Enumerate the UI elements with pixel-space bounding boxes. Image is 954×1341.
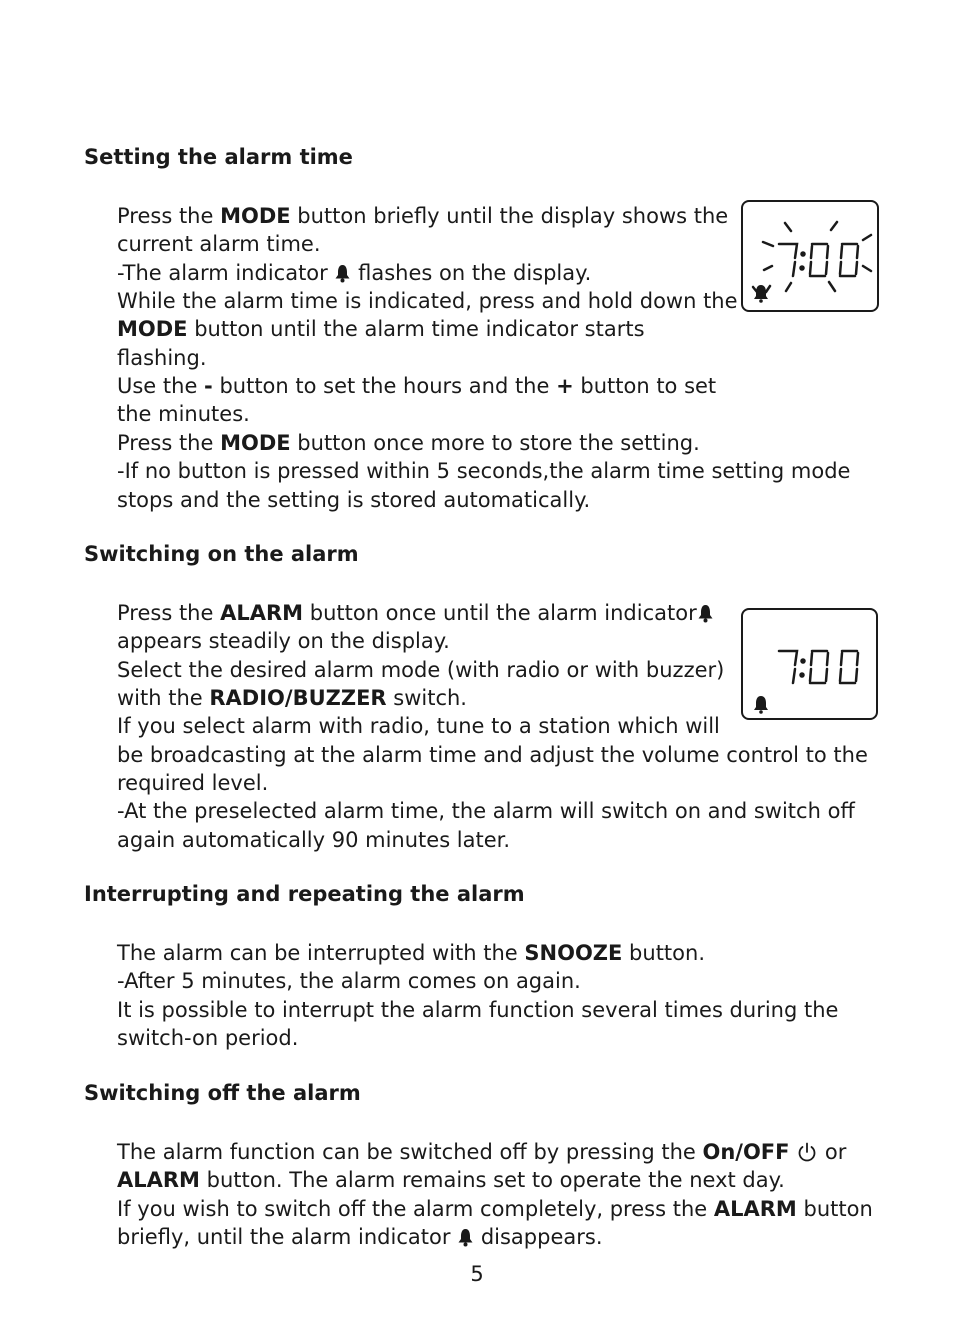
text-run: switch-on period.	[117, 1026, 299, 1051]
bold-term: RADIO/BUZZER	[209, 686, 387, 711]
text-run: button to set	[573, 374, 717, 399]
body-text-line	[117, 712, 720, 740]
text-run: Press the	[117, 204, 221, 228]
bold-term: MODE	[220, 430, 291, 455]
power-icon	[796, 1141, 818, 1163]
body-text-line	[117, 259, 591, 287]
bold-term: ALARM	[220, 601, 304, 625]
body-text-line	[117, 656, 724, 684]
body-text-line	[117, 769, 268, 797]
body-text-line	[117, 1195, 873, 1223]
text-run: While the alarm time is indicated, press and hold down the	[117, 289, 738, 314]
text-run: current alarm time.	[117, 232, 321, 257]
text-run: switch.	[386, 686, 467, 711]
text-run: the minutes.	[117, 402, 250, 427]
body-text-line	[117, 486, 590, 514]
body-text-line	[117, 344, 207, 372]
body-text-line	[117, 372, 716, 400]
text-run: be broadcasting at the alarm time and adjust the volume control to the	[117, 742, 868, 767]
bold-term: MODE	[220, 204, 291, 228]
bold-term: MODE	[117, 317, 188, 342]
page-number: 5	[470, 1262, 484, 1286]
lcd-flashing-7-00-graphic	[743, 202, 877, 310]
text-run: -At the preselected alarm time, the alarm will switch on and switch off	[117, 799, 855, 824]
body-text-line	[117, 1166, 785, 1194]
text-run	[789, 1140, 796, 1164]
text-run: briefly, until the alarm indicator	[117, 1225, 458, 1250]
bold-term: SNOOZE	[524, 941, 623, 965]
body-text-line	[117, 457, 850, 485]
body-text-line	[117, 230, 321, 258]
text-run: button once until the alarm indicator	[303, 601, 697, 625]
body-text-line	[117, 429, 700, 457]
bold-term: On/OFF	[702, 1140, 790, 1164]
bold-term: ALARM	[713, 1196, 797, 1221]
bold-term: -	[204, 374, 213, 399]
bell-icon	[697, 603, 714, 623]
section-heading: Interrupting and repeating the alarm	[84, 882, 525, 906]
body-text-line	[117, 996, 838, 1024]
lcd-display-flashing	[741, 200, 879, 312]
text-run: button.	[622, 941, 705, 965]
body-text-line	[117, 599, 714, 627]
text-run: disappears.	[474, 1225, 603, 1250]
body-text-line	[117, 797, 855, 825]
text-run: Select the desired alarm mode (with radio or with buzzer)	[117, 657, 725, 682]
text-run: or	[818, 1140, 847, 1164]
text-run: flashing.	[117, 345, 207, 370]
text-run: -If no button is pressed within 5 seconds,the alarm time setting mode	[117, 459, 851, 484]
lcd-display-steady	[741, 608, 878, 720]
text-run: -The alarm indicator	[117, 260, 335, 285]
text-run: flashes on the display.	[351, 260, 592, 285]
text-run: button once more to store the setting.	[290, 430, 700, 455]
body-text-line	[117, 202, 728, 230]
body-text-line	[117, 826, 510, 854]
bold-term: ALARM	[117, 1168, 200, 1193]
text-run: If you wish to switch off the alarm completely, press the	[117, 1196, 714, 1221]
body-text-line	[117, 1223, 603, 1251]
bell-icon	[334, 263, 351, 283]
body-text-line	[117, 315, 645, 343]
body-text-line	[117, 684, 467, 712]
body-text-line	[117, 627, 450, 655]
text-run: stops and the setting is stored automatically.	[117, 487, 591, 512]
body-text-line	[117, 939, 705, 967]
body-text-line	[117, 967, 581, 995]
body-text-line	[117, 1138, 846, 1166]
text-run: with the	[117, 686, 210, 711]
text-run: button to set the hours and the	[212, 374, 557, 399]
text-run: The alarm can be interrupted with the	[117, 941, 525, 965]
body-text-line	[117, 741, 868, 769]
text-run: Use the	[117, 374, 205, 399]
text-run: appears steadily on the display.	[117, 629, 450, 654]
text-run: button. The alarm remains set to operate the next day.	[199, 1168, 785, 1193]
lcd-bell-icon	[754, 285, 768, 303]
lcd-steady-7-00-graphic	[743, 610, 876, 718]
bold-term: +	[556, 374, 574, 399]
text-run: -After 5 minutes, the alarm comes on again.	[117, 969, 581, 994]
text-run: It is possible to interrupt the alarm function several times during the	[117, 997, 839, 1022]
section-heading: Switching on the alarm	[84, 542, 359, 566]
bell-icon	[457, 1227, 474, 1247]
section-heading: Switching off the alarm	[84, 1081, 361, 1105]
text-run: button briefly until the display shows the	[290, 204, 729, 228]
text-run: Press the	[117, 601, 221, 625]
lcd-bell-icon	[754, 696, 768, 714]
section-heading: Setting the alarm time	[84, 145, 353, 169]
text-run: If you select alarm with radio, tune to a station which will	[117, 714, 720, 739]
body-text-line	[117, 1024, 298, 1052]
text-run: required level.	[117, 771, 269, 796]
text-run: again automatically 90 minutes later.	[117, 827, 511, 852]
text-run: The alarm function can be switched off by pressing the	[117, 1140, 703, 1164]
text-run: button	[796, 1196, 873, 1221]
text-run: Press the	[117, 430, 221, 455]
body-text-line	[117, 287, 738, 315]
body-text-line	[117, 400, 250, 428]
text-run: button until the alarm time indicator starts	[187, 317, 645, 342]
